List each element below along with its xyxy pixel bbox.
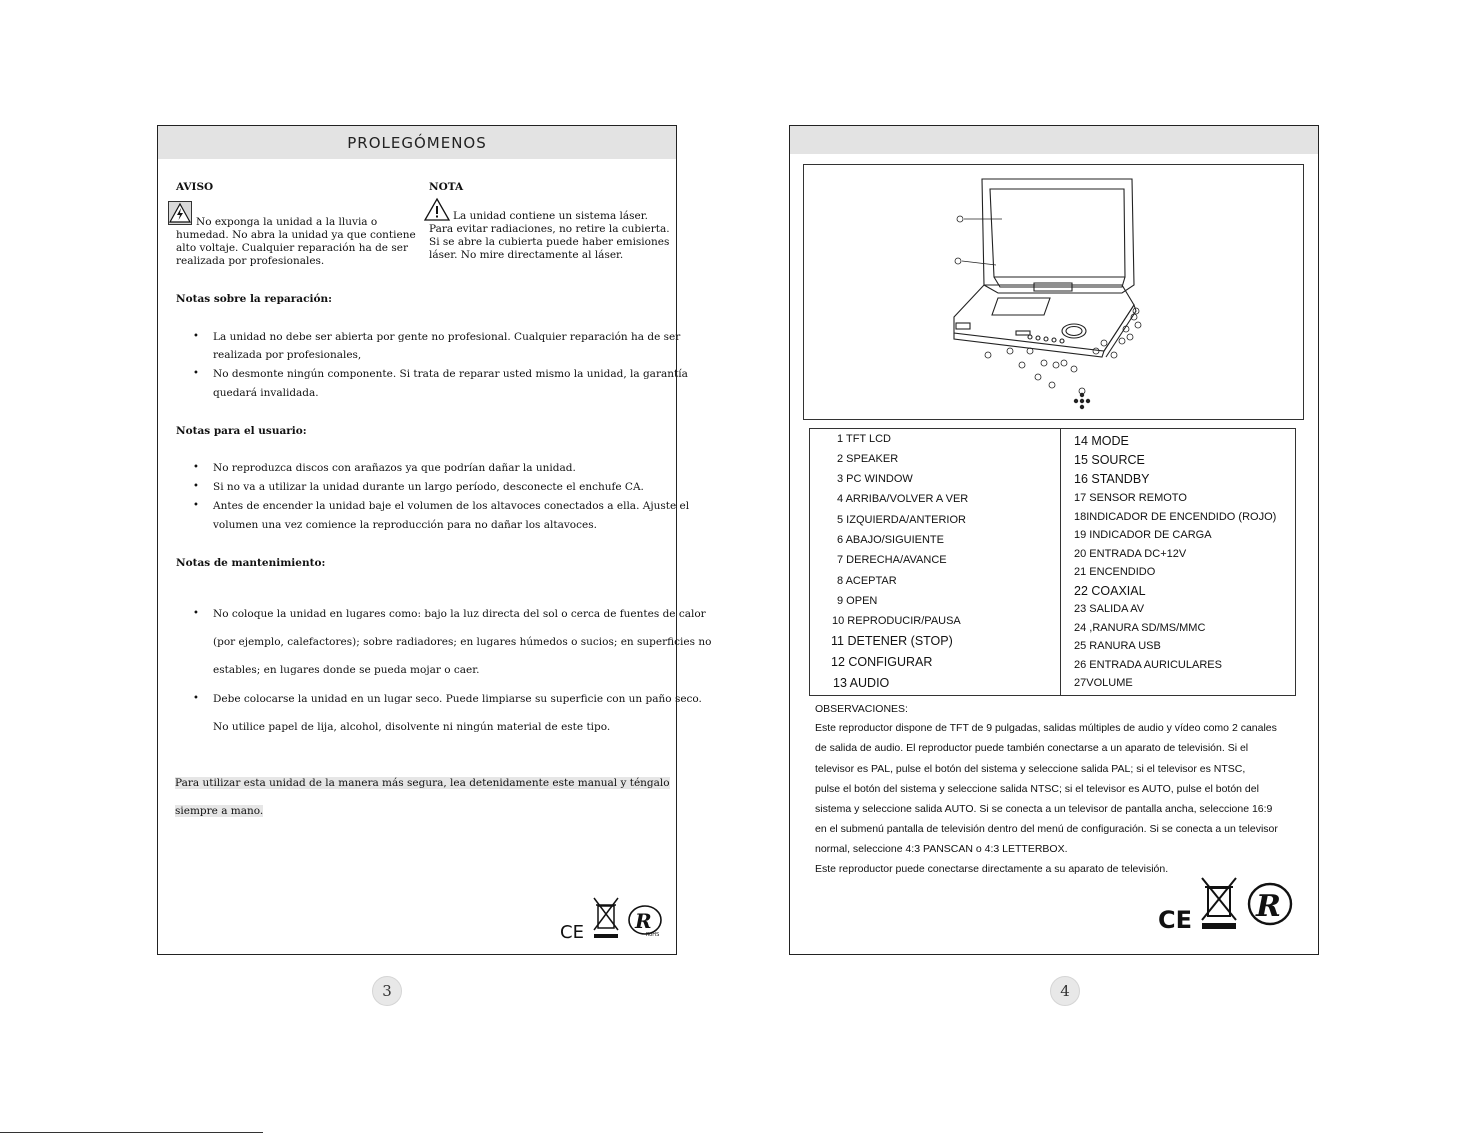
- part-19: 19 INDICADOR DE CARGA: [1074, 529, 1212, 541]
- part-23: 23 SALIDA AV: [1074, 603, 1145, 615]
- reparacion-line-2: realizada por profesionales,: [213, 349, 362, 361]
- parts-list: [809, 428, 1296, 696]
- observaciones-line-1: Este reproductor dispone de TFT de 9 pulgadas, salidas múltiples de audio y vídeo como 2 canales: [815, 722, 1277, 734]
- reparacion-line-1: La unidad no debe ser abierta por gente no profesional. Cualquier reparación ha de ser: [213, 331, 681, 343]
- observaciones-line-7: normal, seleccione 4:3 PANSCAN o 4:3 LETTERBOX.: [815, 843, 1068, 855]
- usuario-line-2: Si no va a utilizar la unidad durante un largo período, desconecte el enchufe CA.: [213, 481, 644, 493]
- compliance-marks: [1156, 876, 1296, 936]
- svg-text:R: R: [635, 909, 652, 933]
- aviso-line-2: humedad. No abra la unidad ya que contiene: [176, 229, 416, 241]
- compliance-marks: [558, 894, 668, 942]
- nota-line-1: La unidad contiene un sistema láser.: [453, 210, 648, 222]
- part-24: 24 ,RANURA SD/MS/MMC: [1074, 622, 1206, 634]
- part-15: 15 SOURCE: [1074, 453, 1145, 467]
- ce-weee-rohs-icon: [1156, 876, 1296, 936]
- usuario-line-1: No reproduzca discos con arañazos ya que podrían dañar la unidad.: [213, 462, 576, 474]
- svg-text:RoHS: RoHS: [646, 932, 660, 938]
- svg-text:CE: CE: [560, 922, 584, 942]
- part-14: 14 MODE: [1074, 434, 1129, 448]
- observaciones-line-8: Este reproductor puede conectarse directamente a su aparato de televisión.: [815, 863, 1169, 875]
- bullet: •: [193, 481, 199, 492]
- usuario-line-3: Antes de encender la unidad baje el volumen de los altavoces conectados a ella. Ajuste el: [213, 500, 690, 512]
- part-1: 1 TFT LCD: [837, 433, 891, 445]
- portable-dvd-player-illustration: [804, 165, 1303, 419]
- nota-line-2: Para evitar radiaciones, no retire la cubierta.: [429, 223, 670, 235]
- usuario-line-4: volumen una vez comience la reproducción para no dañar los altavoces.: [213, 519, 597, 531]
- part-21: 21 ENCENDIDO: [1074, 566, 1156, 578]
- part-11: 11 DETENER (STOP): [831, 634, 953, 648]
- nota-title: NOTA: [429, 181, 464, 193]
- column-divider: [1060, 429, 1061, 695]
- part-17: 17 SENSOR REMOTO: [1074, 492, 1187, 504]
- usuario-heading: Notas para el usuario:: [176, 425, 307, 437]
- part-10: 10 REPRODUCIR/PAUSA: [832, 615, 961, 627]
- bullet: •: [193, 693, 199, 704]
- bullet: •: [193, 608, 199, 619]
- caution-triangle-icon: [423, 197, 451, 223]
- bullet: •: [193, 462, 199, 473]
- observaciones-line-3: televisor es PAL, pulse el botón del sistema y seleccione salida PAL; si el televisor es NTSC,: [815, 763, 1246, 775]
- reparacion-heading: Notas sobre la reparación:: [176, 293, 332, 305]
- part-22: 22 COAXIAL: [1074, 584, 1146, 598]
- page-title: PROLEGÓMENOS: [158, 126, 676, 159]
- part-6: 6 ABAJO/SIGUIENTE: [837, 534, 944, 546]
- part-8: 8 ACEPTAR: [837, 575, 897, 587]
- nota-line-3: Si se abre la cubierta puede haber emisiones: [429, 236, 670, 248]
- aviso-line-1: No exponga la unidad a la lluvia o: [196, 216, 378, 228]
- page-3: [157, 125, 712, 955]
- part-7: 7 DERECHA/AVANCE: [837, 554, 947, 566]
- bullet: •: [193, 368, 199, 379]
- observaciones-heading: OBSERVACIONES:: [815, 703, 908, 715]
- part-26: 26 ENTRADA AURICULARES: [1074, 659, 1222, 671]
- mantenimiento-line-2: (por ejemplo, calefactores); sobre radiadores; en lugares húmedos o sucios; en superficies no: [213, 636, 712, 648]
- scan-edge-line: [0, 1132, 263, 1133]
- page-4: [789, 125, 1319, 955]
- aviso-line-4: realizada por profesionales.: [176, 255, 325, 267]
- part-18: 18INDICADOR DE ENCENDIDO (ROJO): [1074, 511, 1277, 523]
- page-header-bar: [790, 126, 1318, 154]
- mantenimiento-line-1: No coloque la unidad en lugares como: bajo la luz directa del sol o cerca de fuentes de calor: [213, 608, 706, 620]
- mantenimiento-line-4: Debe colocarse la unidad en un lugar seco. Puede limpiarse su superficie con un paño seco.: [213, 693, 702, 705]
- footer-note-line-1: Para utilizar esta unidad de la manera más segura, lea detenidamente este manual y téngalo: [175, 777, 670, 789]
- aviso-line-3: alto voltaje. Cualquier reparación ha de ser: [176, 242, 408, 254]
- part-27: 27VOLUME: [1074, 677, 1133, 689]
- footer-note-line-2: siempre a mano.: [175, 805, 264, 817]
- part-25: 25 RANURA USB: [1074, 640, 1161, 652]
- page-number: 3: [372, 976, 402, 1006]
- part-4: 4 ARRIBA/VOLVER A VER: [837, 493, 969, 505]
- bullet: •: [193, 331, 199, 342]
- part-9: 9 OPEN: [837, 595, 878, 607]
- bullet: •: [193, 500, 199, 511]
- aviso-title: AVISO: [176, 181, 214, 193]
- reparacion-line-4: quedará invalidada.: [213, 387, 319, 399]
- observaciones-line-2: de salida de audio. El reproductor puede también conectarse a un aparato de televisión. Si el: [815, 742, 1249, 754]
- svg-text:CE: CE: [1158, 906, 1193, 934]
- svg-text:R: R: [1256, 889, 1281, 924]
- observaciones-line-5: sistema y seleccione salida AUTO. Si se conecta a un televisor de pantalla ancha, seleccione 16:9: [815, 803, 1273, 815]
- part-13: 13 AUDIO: [833, 676, 890, 690]
- part-5: 5 IZQUIERDA/ANTERIOR: [837, 514, 966, 526]
- part-20: 20 ENTRADA DC+12V: [1074, 548, 1187, 560]
- part-3: 3 PC WINDOW: [837, 473, 913, 485]
- part-2: 2 SPEAKER: [837, 453, 899, 465]
- mantenimiento-line-5: No utilice papel de lija, alcohol, disolvente ni ningún material de este tipo.: [213, 721, 611, 733]
- reparacion-line-3: No desmonte ningún componente. Si trata de reparar usted mismo la unidad, la garantía: [213, 368, 688, 380]
- observaciones-line-4: pulse el botón del sistema y seleccione salida NTSC; si el televisor es AUTO, pulse el botón del: [815, 783, 1259, 795]
- mantenimiento-line-3: estables; en lugares donde se pueda mojar o caer.: [213, 664, 480, 676]
- observaciones-line-6: en el submenú pantalla de televisión dentro del menú de configuración. Si se conecta a un televisor: [815, 823, 1278, 835]
- dvd-player-diagram: [803, 164, 1304, 420]
- page-number: 4: [1050, 976, 1080, 1006]
- nota-line-4: láser. No mire directamente al láser.: [429, 249, 624, 261]
- part-16: 16 STANDBY: [1074, 472, 1150, 486]
- high-voltage-warning-icon: [168, 201, 192, 225]
- mantenimiento-heading: Notas de mantenimiento:: [176, 557, 326, 569]
- ce-weee-rohs-icon: [558, 894, 668, 942]
- part-12: 12 CONFIGURAR: [831, 655, 933, 669]
